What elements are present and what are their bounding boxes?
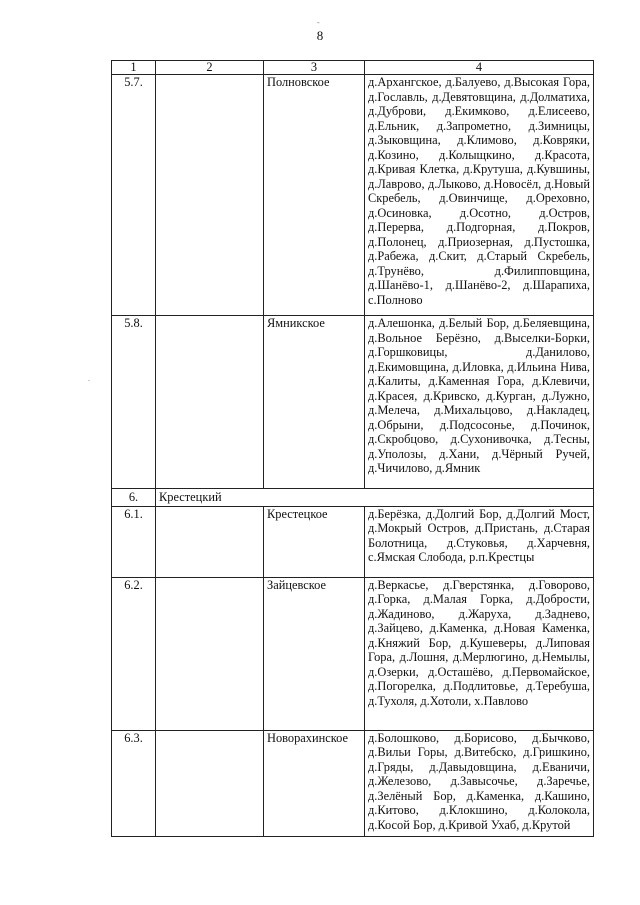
page-number: 8 bbox=[316, 28, 324, 43]
column-header: 3 bbox=[264, 61, 365, 75]
table-row bbox=[112, 75, 594, 316]
settlement-name: Зайцевское bbox=[264, 577, 365, 730]
column-header: 1 bbox=[112, 61, 156, 75]
villages-list: д.Болошково, д.Борисово, д.Бычково, д.Вильи Горы, д.Витебско, д.Гришкино, д.Гряды, д.Давыдовщина, д.Еваничи, д.Железово, д.Завысочье, д.Заречье, д.Зелёный Бор, д.Каменка, д.Кашино, д.Китово, д.Клокшино, д.Колокола, д.Косой Бор, д.Кривой Ухаб, д.Крутой bbox=[365, 730, 594, 836]
district-number: 6. bbox=[112, 489, 156, 507]
settlement-name: Ямникское bbox=[264, 316, 365, 489]
scan-mark: . bbox=[88, 374, 90, 383]
district-row bbox=[112, 489, 594, 507]
settlement-name: Новорахинское bbox=[264, 730, 365, 836]
table-row bbox=[112, 730, 594, 836]
column-header: 2 bbox=[156, 61, 264, 75]
row-number: 5.7. bbox=[112, 75, 156, 316]
row-number: 6.2. bbox=[112, 577, 156, 730]
district-cell bbox=[156, 577, 264, 730]
column-header: 4 bbox=[365, 61, 594, 75]
row-number: 5.8. bbox=[112, 316, 156, 489]
table-row bbox=[112, 506, 594, 577]
table-row bbox=[112, 316, 594, 489]
settlement-name: Крестецкое bbox=[264, 506, 365, 577]
villages-list: д.Архангское, д.Балуево, д.Высокая Гора, д.Гославль, д.Девятовщина, д.Долматиха, д.Дуброви, д.Екимково, д.Елисеево, д.Ельник, д.Запрометно, д.Зимницы, д.Зыковщина, д.Климово, д.Ковряки, д.Козино, д.Колыщкино, д.Красота, д.Кривая Клетка, д.Крутуша, д.Кувшины, д.Лаврово, д.Лыково, д.Новосёл, д.Новый Скребель, д.Овинчище, д.Ореховно, д.Осиновка, д.Осотно, д.Остров, д.Перерва, д.Подгорная, д.Покров, д.Полонец, д.Приозерная, д.Пустошка, д.Рабежа, д.Скит, д.Старый Скребель, д.Трунёво, д.Филипповщина, д.Шанёво-1, д.Шанёво-2, д.Шарапиха, с.Полново bbox=[365, 75, 594, 316]
villages-list: д.Берёзка, д.Долгий Бор, д.Долгий Мост, д.Мокрый Остров, д.Пристань, д.Старая Болотница, д.Стуковья, д.Харчевня, с.Ямская Слобода, р.п.Крестцы bbox=[365, 506, 594, 577]
row-number: 6.1. bbox=[112, 506, 156, 577]
district-name: Крестецкий bbox=[156, 489, 594, 507]
settlements-table bbox=[111, 60, 594, 837]
settlement-name: Полновское bbox=[264, 75, 365, 316]
district-cell bbox=[156, 316, 264, 489]
villages-list: д.Алешонка, д.Белый Бор, д.Беляевщина, д.Вольное Берёзно, д.Выселки-Борки, д.Горшковицы, д.Данилово, д.Екимовщина, д.Иловка, д.Ильина Нива, д.Калиты, д.Каменная Гора, д.Клевичи, д.Красея, д.Кривско, д.Курган, д.Лужно, д.Мелеча, д.Михальцово, д.Накладец, д.Обрыни, д.Подсосонье, д.Починок, д.Скробцово, д.Сухонивочка, д.Тесны, д.Уполозы, д.Хани, д.Чёрный Ручей, д.Чичилово, д.Ямник bbox=[365, 316, 594, 489]
column-number-row bbox=[112, 61, 594, 75]
villages-list: д.Веркасье, д.Гверстянка, д.Говорово, д.Горка, д.Малая Горка, д.Добрости, д.Жадиново, д.Жаруха, д.Заднево, д.Зайцево, д.Каменка, д.Новая Каменка, д.Княжий Бор, д.Кушеверы, д.Липовая Гора, д.Лошня, д.Мерлюгино, д.Немылы, д.Озерки, д.Осташёво, д.Первомайское, д.Погорелка, д.Подлитовье, д.Теребуша, д.Тухоля, д.Хотоли, х.Павлово bbox=[365, 577, 594, 730]
scan-mark: - bbox=[317, 18, 320, 27]
district-cell bbox=[156, 506, 264, 577]
district-cell bbox=[156, 730, 264, 836]
table-row bbox=[112, 577, 594, 730]
row-number: 6.3. bbox=[112, 730, 156, 836]
district-cell bbox=[156, 75, 264, 316]
